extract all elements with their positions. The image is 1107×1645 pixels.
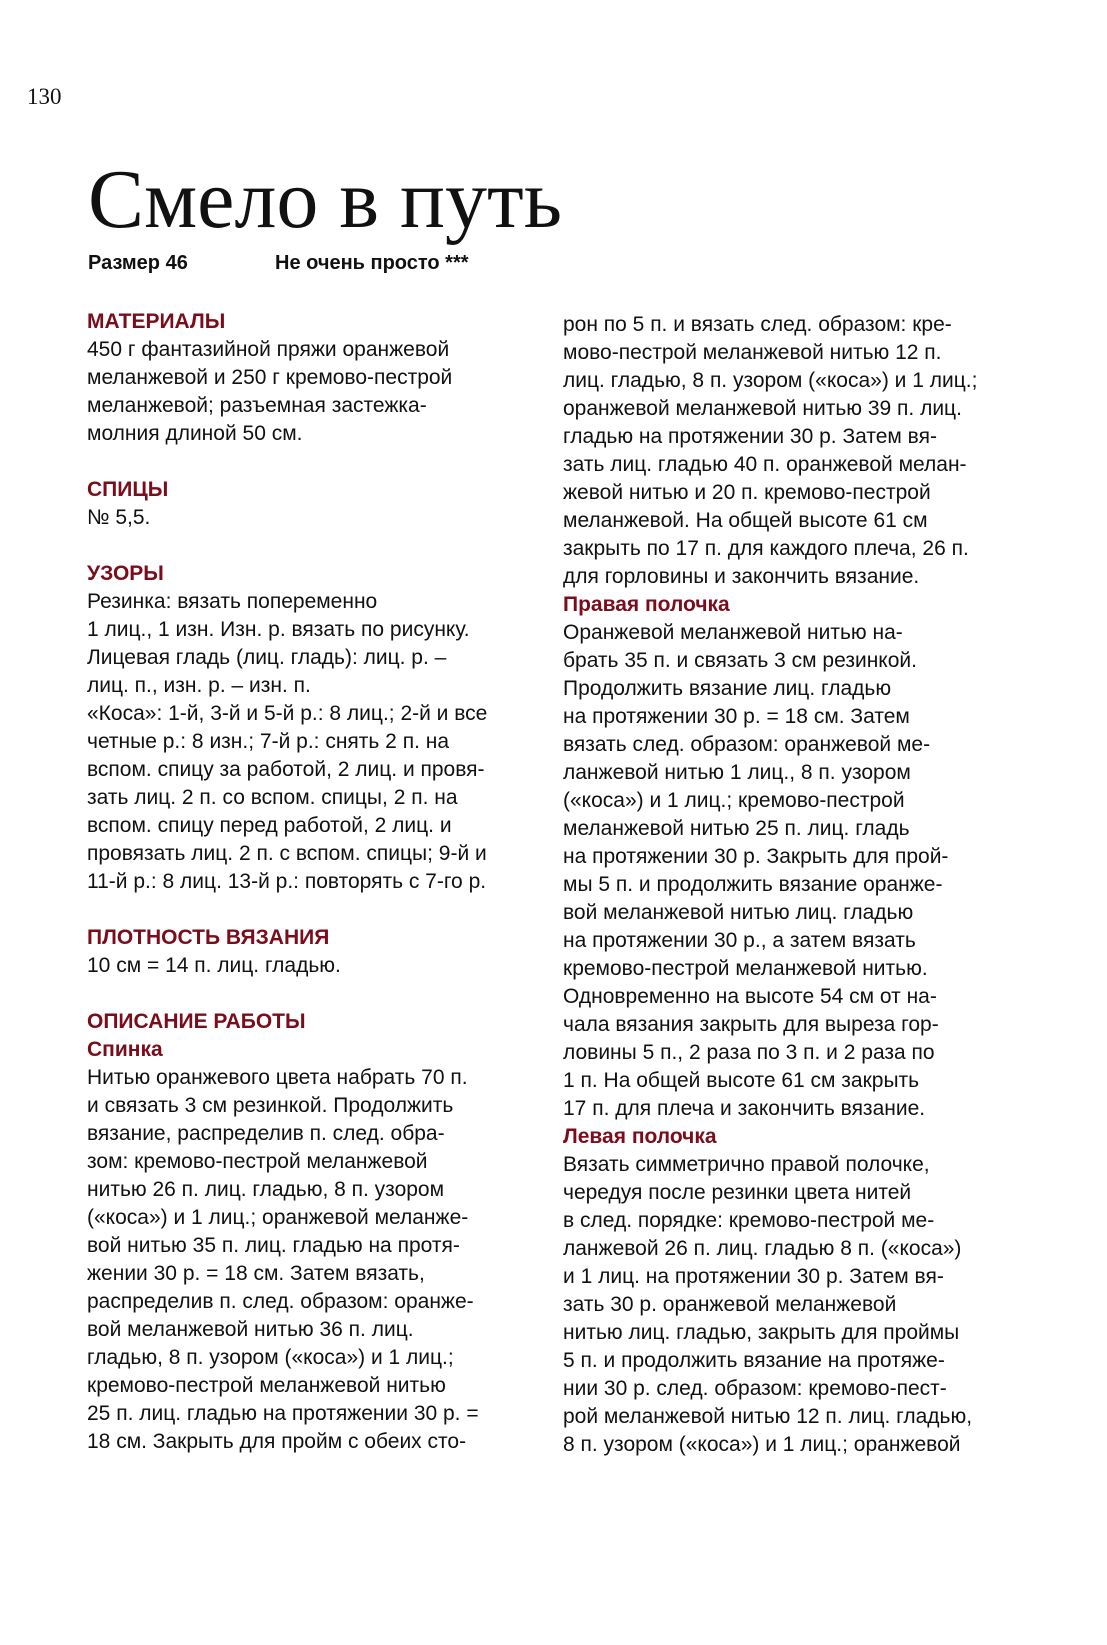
text-line: 8 п. узором («коса») и 1 лиц.; оранжевой <box>563 1433 961 1456</box>
text-line: четные р.: 8 изн.; 7-й р.: снять 2 п. на <box>87 730 450 753</box>
text-line: рой меланжевой нитью 12 п. лиц. гладью, <box>563 1405 973 1428</box>
text-line: вспом. спицу за работой, 2 лиц. и провя- <box>87 758 485 781</box>
text-line: кремово-пестрой меланжевой нитью. <box>563 957 928 980</box>
text-line: закрыть по 17 п. для каждого плеча, 26 п. <box>563 537 969 560</box>
text-line: вой меланжевой нитью 36 п. лиц. <box>87 1318 414 1341</box>
text-line: на протяжении 30 р. = 18 см. Затем <box>563 705 910 728</box>
text-line: вязание, распределив п. след. обра- <box>87 1122 445 1145</box>
back-text-continued <box>563 311 1013 591</box>
page-title: Смело в путь <box>88 153 563 246</box>
gauge-heading: ПЛОТНОСТЬ ВЯЗАНИЯ <box>87 926 330 949</box>
text-line: «Коса»: 1-й, 3-й и 5-й р.: 8 лиц.; 2-й и все <box>87 702 488 725</box>
description-heading: ОПИСАНИЕ РАБОТЫ <box>87 1010 306 1033</box>
text-line: вспом. спицу перед работой, 2 лиц. и <box>87 814 452 837</box>
text-line: Нитью оранжевого цвета набрать 70 п. <box>87 1066 468 1089</box>
text-line: Вязать симметрично правой полочке, <box>563 1153 930 1176</box>
patterns-heading: УЗОРЫ <box>87 562 164 585</box>
text-line: жении 30 р. = 18 см. Затем вязать, <box>87 1262 425 1285</box>
back-text <box>87 1064 537 1456</box>
text-line: вой нитью 35 п. лиц. гладью на протя- <box>87 1234 460 1257</box>
text-line: нии 30 р. след. образом: кремово-пест- <box>563 1377 947 1400</box>
text-line: для горловины и закончить вязание. <box>563 565 920 588</box>
page-number: 130 <box>27 84 62 109</box>
right-front-text <box>563 619 1013 1123</box>
left-front-text <box>563 1151 1013 1459</box>
text-line: 1 п. На общей высоте 61 см закрыть <box>563 1069 920 1092</box>
size-label: Размер 46 <box>88 252 188 274</box>
text-line: меланжевой нитью 25 п. лиц. гладь <box>563 817 910 840</box>
text-line: вой меланжевой нитью лиц. гладью <box>563 901 914 924</box>
text-line: 18 см. Закрыть для пройм с обеих сто- <box>87 1430 467 1453</box>
back-subheading: Спинка <box>87 1038 163 1061</box>
text-line: провязать лиц. 2 п. с вспом. спицы; 9-й и <box>87 842 487 865</box>
text-line: 1 лиц., 1 изн. Изн. р. вязать по рисунку. <box>87 618 470 641</box>
text-line: нитью 26 п. лиц. гладью, 8 п. узором <box>87 1178 445 1201</box>
text-line: на протяжении 30 р. Закрыть для прой- <box>563 845 949 868</box>
text-line: нитью лиц. гладью, закрыть для проймы <box>563 1321 960 1344</box>
text-line: ланжевой нитью 1 лиц., 8 п. узором <box>563 761 911 784</box>
text-line: кремово-пестрой меланжевой нитью <box>87 1374 446 1397</box>
text-line: Одновременно на высоте 54 см от на- <box>563 985 937 1008</box>
text-line: Продолжить вязание лиц. гладью <box>563 677 892 700</box>
left-column <box>87 308 537 1456</box>
text-line: и связать 3 см резинкой. Продолжить <box>87 1094 454 1117</box>
text-line: оранжевой меланжевой нитью 39 п. лиц. <box>563 397 962 420</box>
text-line: лиц. гладью, 8 п. узором («коса») и 1 лиц.; <box>563 369 978 392</box>
materials-text <box>87 336 537 448</box>
text-line: 10 см = 14 п. лиц. гладью. <box>87 954 341 977</box>
needles-text <box>87 504 537 532</box>
text-line: № 5,5. <box>87 506 151 529</box>
text-line: зом: кремово-пестрой меланжевой <box>87 1150 428 1173</box>
text-line: жевой нитью и 20 п. кремово-пестрой <box>563 481 931 504</box>
text-line: мово-пестрой меланжевой нитью 12 п. <box>563 341 942 364</box>
text-line: мы 5 п. и продолжить вязание оранже- <box>563 873 943 896</box>
text-line: меланжевой. На общей высоте 61 см <box>563 509 928 532</box>
text-line: чала вязания закрыть для выреза гор- <box>563 1013 939 1036</box>
text-line: гладью, 8 п. узором («коса») и 1 лиц.; <box>87 1346 454 1369</box>
text-line: зать лиц. 2 п. со вспом. спицы, 2 п. на <box>87 786 458 809</box>
right-column <box>563 311 1013 1459</box>
text-line: зать 30 р. оранжевой меланжевой <box>563 1293 897 1316</box>
text-line: на протяжении 30 р., а затем вязать <box>563 929 916 952</box>
text-line: 25 п. лиц. гладью на протяжении 30 р. = <box>87 1402 479 1425</box>
materials-heading: МАТЕРИАЛЫ <box>87 310 226 333</box>
left-front-heading: Левая полочка <box>563 1125 717 1148</box>
text-line: в след. порядке: кремово-пестрой ме- <box>563 1209 935 1232</box>
text-line: 5 п. и продолжить вязание на протяже- <box>563 1349 945 1372</box>
text-line: ланжевой 26 п. лиц. гладью 8 п. («коса») <box>563 1237 962 1260</box>
text-line: Оранжевой меланжевой нитью на- <box>563 621 903 644</box>
text-line: молния длиной 50 см. <box>87 422 303 445</box>
text-line: рон по 5 п. и вязать след. образом: кре- <box>563 313 952 336</box>
text-line: брать 35 п. и связать 3 см резинкой. <box>563 649 917 672</box>
difficulty-label: Не очень просто *** <box>275 252 469 274</box>
right-front-heading: Правая полочка <box>563 593 730 616</box>
text-line: («коса») и 1 лиц.; оранжевой меланже- <box>87 1206 469 1229</box>
text-line: меланжевой и 250 г кремово-пестрой <box>87 366 453 389</box>
text-line: чередуя после резинки цвета нитей <box>563 1181 912 1204</box>
text-line: 450 г фантазийной пряжи оранжевой <box>87 338 450 361</box>
text-line: ловины 5 п., 2 раза по 3 п. и 2 раза по <box>563 1041 935 1064</box>
text-line: («коса») и 1 лиц.; кремово-пестрой <box>563 789 905 812</box>
patterns-text <box>87 588 537 896</box>
text-line: зать лиц. гладью 40 п. оранжевой мелан- <box>563 453 967 476</box>
needles-heading: СПИЦЫ <box>87 478 169 501</box>
text-line: лиц. п., изн. р. – изн. п. <box>87 674 311 697</box>
text-line: Лицевая гладь (лиц. гладь): лиц. р. – <box>87 646 447 669</box>
text-line: 11-й р.: 8 лиц. 13-й р.: повторять с 7-го р. <box>87 870 487 893</box>
text-line: Резинка: вязать попеременно <box>87 590 378 613</box>
text-line: 17 п. для плеча и закончить вязание. <box>563 1097 926 1120</box>
text-line: гладью на протяжении 30 р. Затем вя- <box>563 425 937 448</box>
text-line: вязать след. образом: оранжевой ме- <box>563 733 931 756</box>
text-line: распределив п. след. образом: оранже- <box>87 1290 474 1313</box>
text-line: меланжевой; разъемная застежка- <box>87 394 427 417</box>
text-line: и 1 лиц. на протяжении 30 р. Затем вя- <box>563 1265 944 1288</box>
gauge-text <box>87 952 537 980</box>
